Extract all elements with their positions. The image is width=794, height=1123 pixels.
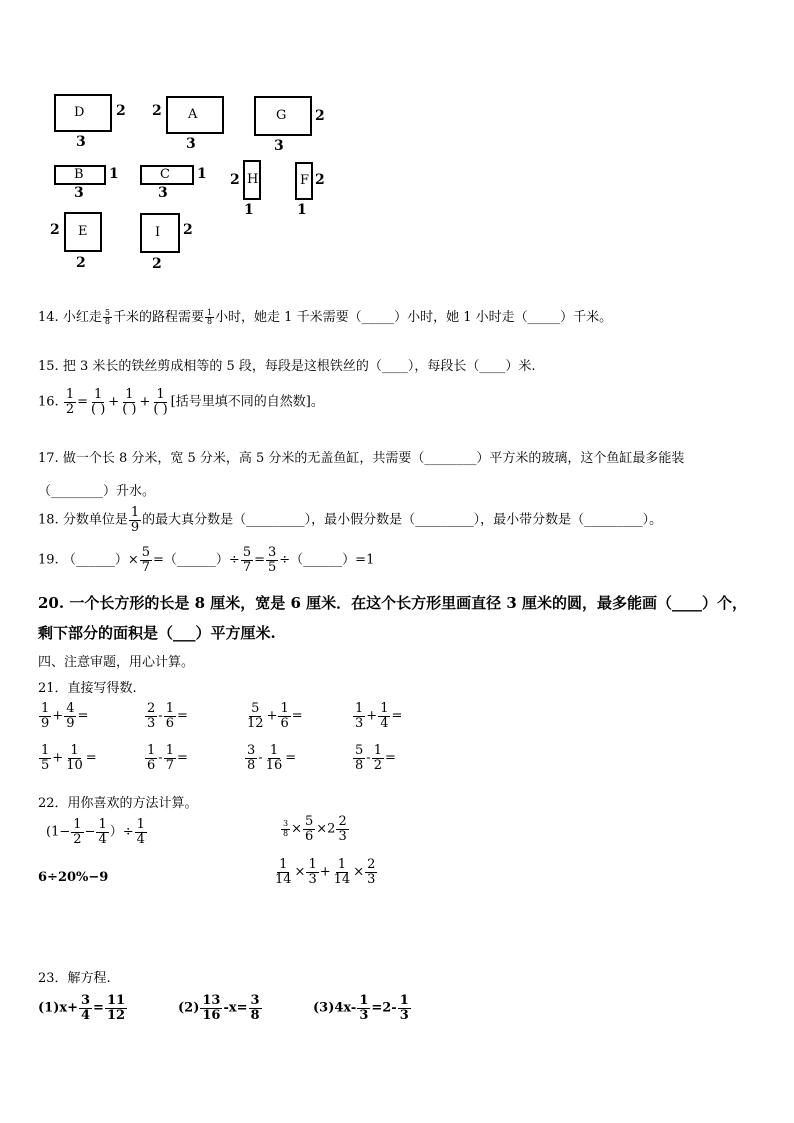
rect-d bbox=[54, 94, 112, 132]
fraction: $\frac{1}{7}$ bbox=[165, 743, 174, 773]
fraction: $\frac{1}{6}$ bbox=[165, 701, 174, 731]
fraction: $\frac{1}{9}$ bbox=[41, 701, 50, 731]
rect-side-label: 2 bbox=[315, 108, 325, 124]
rect-side-label: 1 bbox=[197, 166, 207, 182]
operator: + bbox=[366, 708, 378, 724]
question-text: 小时，她走 1 千米需要（_____）小时，她 1 小时走（_____）千米。 bbox=[215, 310, 613, 325]
fraction: $\frac{1}{14}$ bbox=[333, 857, 351, 887]
q22-expr-4: $\frac{1}{14}$ × $\frac{1}{3}$ + $\frac{1}{14}$ × $\frac{2}{3}$ bbox=[275, 857, 376, 887]
fraction: $\frac{2}{3}$ bbox=[338, 814, 347, 844]
rect-b bbox=[54, 165, 106, 185]
rect-bottom-label: 3 bbox=[76, 134, 86, 150]
question-16 bbox=[38, 388, 324, 416]
fraction: $\frac{3}{8}$ bbox=[250, 993, 260, 1023]
equals-sign: = bbox=[285, 750, 297, 766]
rect-side-label: 1 bbox=[109, 166, 119, 182]
fraction: $\frac{3}{5}$ bbox=[268, 545, 277, 575]
fraction: $\frac{1}{5}$ bbox=[41, 743, 50, 773]
rect-letter: E bbox=[78, 224, 88, 239]
question-text: 做一个长 8 分米，宽 5 分米，高 5 分米的无盖鱼缸，共需要（________）平方米的玻璃，这个鱼缸最多能装 bbox=[62, 451, 685, 466]
q23-eq-2: (2) $\frac{13}{16}$ -x= $\frac{3}{8}$ bbox=[178, 993, 260, 1023]
operator: - bbox=[366, 750, 371, 766]
q21-item bbox=[38, 702, 88, 730]
fraction: $\frac{1}{10}$ bbox=[66, 743, 83, 773]
rect-bottom-label: 1 bbox=[297, 202, 307, 218]
fraction: $\frac{1}{2}$ bbox=[73, 817, 82, 847]
question-18 bbox=[38, 506, 662, 534]
rect-letter: G bbox=[276, 108, 287, 123]
rect-g bbox=[254, 96, 312, 136]
question-17 bbox=[38, 447, 684, 466]
fraction-blank: $\frac{1}{( )}$ bbox=[122, 387, 137, 417]
equals-sign: = bbox=[85, 750, 97, 766]
rect-bottom-label: 3 bbox=[158, 185, 168, 201]
fraction: $\frac{1}{14}$ bbox=[275, 857, 292, 887]
q21-item bbox=[244, 702, 303, 730]
rect-letter: H bbox=[247, 172, 259, 187]
fraction: $\frac{1}{3}$ bbox=[355, 701, 364, 731]
rect-letter: C bbox=[160, 167, 170, 182]
fraction: $\frac{2}{3}$ bbox=[147, 701, 156, 731]
rect-c bbox=[140, 165, 194, 185]
rect-side-label: 2 bbox=[116, 103, 126, 119]
question-text: 的最大真分数是（_________），最小假分数是（_________），最小带分数是（_________）。 bbox=[142, 512, 663, 528]
q21-item bbox=[352, 744, 396, 772]
question-15 bbox=[38, 355, 536, 374]
equals-sign: = bbox=[77, 394, 89, 410]
q22-expr-1: (1− $\frac{1}{2}$ − $\frac{1}{4}$ ）÷ $\frac{1}{4}$ bbox=[46, 817, 145, 847]
rect-i bbox=[140, 213, 180, 253]
question-text: = bbox=[254, 552, 265, 568]
rect-letter: D bbox=[74, 105, 85, 120]
q21-item bbox=[244, 744, 296, 772]
question-14 bbox=[38, 306, 612, 326]
fraction: $\frac{3}{4}$ bbox=[81, 993, 91, 1023]
rect-bottom-label: 3 bbox=[186, 136, 196, 152]
q21-item bbox=[144, 702, 188, 730]
q21-item bbox=[144, 744, 188, 772]
rect-bottom-label: 2 bbox=[152, 256, 162, 272]
equals-sign: = bbox=[291, 708, 303, 724]
fraction: $\frac{1}{6}$ bbox=[280, 701, 289, 731]
question-number: 19. bbox=[38, 552, 59, 568]
rect-bottom-label: 2 bbox=[76, 255, 86, 271]
rect-letter: A bbox=[188, 107, 198, 122]
question-17-line-2: （________）升水。 bbox=[38, 484, 156, 499]
question-20 bbox=[38, 592, 747, 613]
question-text: 一个长方形的长是 8 厘米，宽是 6 厘米．在这个长方形里画直径 3 厘米的圆，最多能画（____）个， bbox=[69, 594, 747, 612]
q22-expr-3: 6÷20%−9 bbox=[38, 870, 109, 885]
question-22-title: 22．用你喜欢的方法计算。 bbox=[38, 796, 198, 811]
question-text: 把 3 米长的铁丝剪成相等的 5 段，每段是这根铁丝的（____），每段长（____）米. bbox=[62, 359, 536, 374]
fraction: $\frac{1}{4}$ bbox=[98, 817, 107, 847]
question-number: 15. bbox=[38, 359, 59, 374]
fraction: $\frac{4}{9}$ bbox=[66, 701, 75, 731]
fraction: $\frac{1}{16}$ bbox=[265, 743, 283, 773]
question-21-title: 21．直接写得数. bbox=[38, 681, 137, 696]
operator: - bbox=[258, 750, 263, 766]
operator: - bbox=[158, 708, 163, 724]
question-text: ÷（______）=1 bbox=[279, 552, 375, 568]
rect-letter: B bbox=[74, 167, 84, 182]
fraction: $\frac{1}{8}$ bbox=[206, 307, 213, 326]
question-number: 17. bbox=[38, 451, 59, 466]
rect-side-label: 2 bbox=[152, 103, 162, 119]
rect-a bbox=[166, 96, 224, 134]
rect-bottom-label: 1 bbox=[244, 202, 254, 218]
rect-e bbox=[64, 212, 102, 252]
operator: + bbox=[52, 708, 64, 724]
fraction: $\frac{1}{4}$ bbox=[380, 701, 389, 731]
fraction: $\frac{3}{8}$ bbox=[283, 819, 289, 838]
fraction: $\frac{13}{16}$ bbox=[202, 993, 221, 1023]
section-heading: 四、注意审题，用心计算。 bbox=[38, 655, 195, 670]
operator: - bbox=[158, 750, 163, 766]
rect-letter: F bbox=[300, 173, 310, 188]
fraction: $\frac{1}{2}$ bbox=[65, 387, 75, 417]
rect-side-label: 2 bbox=[183, 222, 193, 238]
q21-item bbox=[38, 744, 97, 772]
operator: + bbox=[52, 750, 64, 766]
rect-f bbox=[295, 162, 313, 200]
question-23-title: 23．解方程. bbox=[38, 971, 111, 986]
q22-expr-2: $\frac{3}{8}$ × $\frac{5}{6}$ ×2 $\frac{2}{3}$ bbox=[283, 814, 347, 844]
fraction: $\frac{1}{4}$ bbox=[136, 817, 145, 847]
question-text: =（______）÷ bbox=[153, 552, 240, 568]
plus-sign: + bbox=[139, 394, 151, 410]
rect-bottom-label: 3 bbox=[74, 185, 84, 201]
plus-sign: + bbox=[108, 394, 120, 410]
rect-side-label: 2 bbox=[50, 222, 60, 238]
fraction: $\frac{5}{8}$ bbox=[104, 307, 110, 326]
equals-sign: = bbox=[176, 708, 188, 724]
fraction: $\frac{2}{3}$ bbox=[367, 857, 376, 887]
rect-side-label: 2 bbox=[315, 172, 325, 188]
rect-bottom-label: 3 bbox=[274, 138, 284, 154]
q23-eq-1: (1)x+ $\frac{3}{4}$ = $\frac{11}{12}$ bbox=[38, 993, 126, 1023]
fraction: $\frac{3}{8}$ bbox=[247, 743, 256, 773]
equals-sign: = bbox=[176, 750, 188, 766]
question-number: 18. bbox=[38, 512, 59, 528]
fraction-blank: $\frac{1}{( )}$ bbox=[91, 387, 106, 417]
question-number: 16. bbox=[38, 394, 59, 410]
question-text: （______）× bbox=[62, 552, 139, 568]
question-text: 小红走 bbox=[62, 310, 102, 325]
q23-eq-3: (3)4x- $\frac{1}{3}$ =2- $\frac{1}{3}$ bbox=[313, 993, 409, 1023]
question-text: [括号里填不同的自然数]。 bbox=[170, 394, 324, 410]
fraction: $\frac{1}{2}$ bbox=[373, 743, 382, 773]
fraction: $\frac{5}{12}$ bbox=[247, 701, 264, 731]
fraction: $\frac{5}{7}$ bbox=[242, 545, 252, 575]
fraction-blank: $\frac{1}{( )}$ bbox=[153, 387, 168, 417]
equals-sign: = bbox=[391, 708, 403, 724]
operator: + bbox=[266, 708, 278, 724]
question-text: 分数单位是 bbox=[62, 512, 128, 528]
q21-item bbox=[352, 702, 402, 730]
question-number: 20. bbox=[38, 594, 65, 612]
fraction: $\frac{11}{12}$ bbox=[106, 993, 126, 1023]
fraction: $\frac{5}{8}$ bbox=[355, 743, 364, 773]
fraction: $\frac{1}{3}$ bbox=[359, 993, 369, 1023]
fraction: $\frac{1}{9}$ bbox=[130, 505, 140, 535]
rect-h bbox=[243, 160, 261, 200]
question-text: 千米的路程需要 bbox=[112, 310, 204, 325]
fraction: $\frac{1}{3}$ bbox=[399, 993, 409, 1023]
fraction: $\frac{1}{3}$ bbox=[308, 857, 317, 887]
equals-sign: = bbox=[77, 708, 89, 724]
equals-sign: = bbox=[384, 750, 396, 766]
question-number: 14. bbox=[38, 310, 59, 325]
question-19 bbox=[38, 546, 374, 574]
rect-letter: I bbox=[155, 225, 161, 240]
rect-side-label: 2 bbox=[230, 172, 240, 188]
question-20-line-2: 剩下部分的面积是（___）平方厘米. bbox=[38, 624, 276, 642]
fraction: $\frac{1}{6}$ bbox=[147, 743, 156, 773]
fraction: $\frac{5}{7}$ bbox=[141, 545, 151, 575]
fraction: $\frac{5}{6}$ bbox=[305, 814, 314, 844]
